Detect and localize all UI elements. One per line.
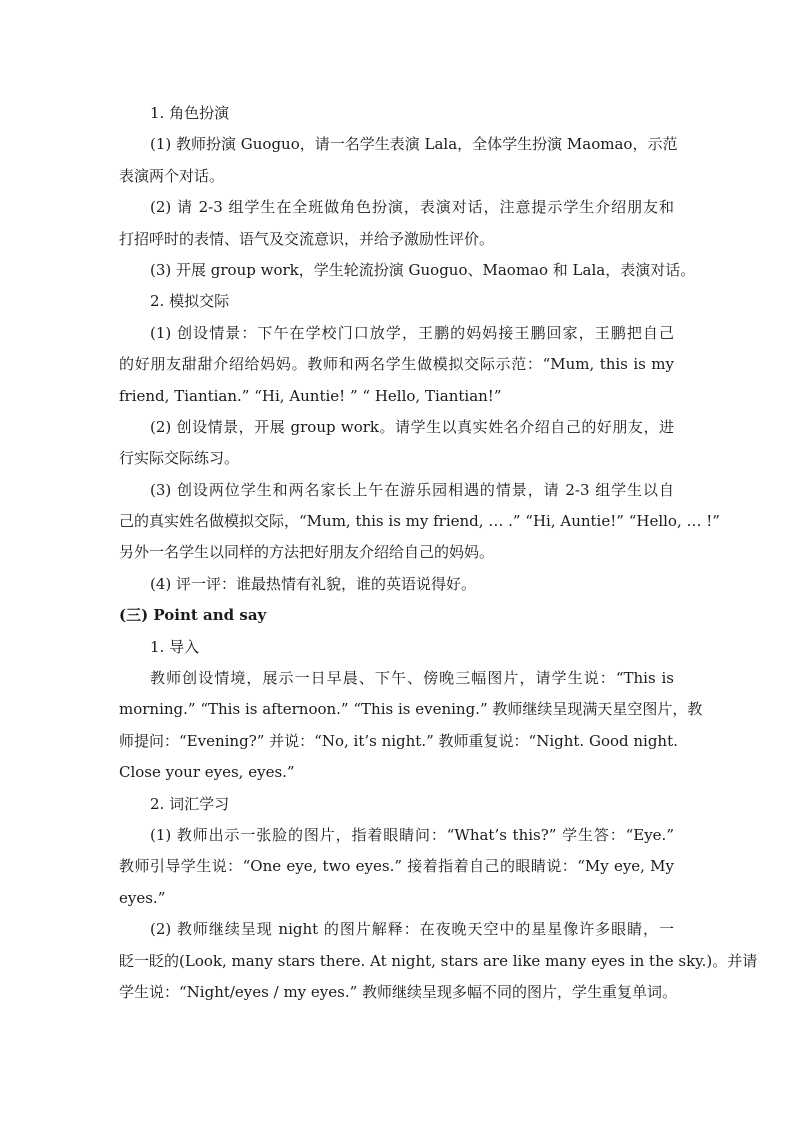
text-line: (1) 教师出示一张脸的图片，指着眼睛问：“What’s this?” 学生答：“Eye.” (150, 825, 674, 844)
text-line: (3) 开展 group work，学生轮流扮演 Guoguo、Maomao 和 Lala，表演对话。 (150, 260, 696, 279)
text-line: (2) 请 2-3 组学生在全班做角色扮演，表演对话，注意提示学生介绍朋友和 (150, 198, 674, 217)
text-line: (3) 创设两位学生和两名家长上午在游乐园相遇的情景，请 2-3 组学生以自 (150, 480, 674, 499)
text-line: 另外一名学生以同样的方法把好朋友介绍给自己的妈妈。 (119, 543, 495, 562)
text-line: Close your eyes, eyes.” (119, 763, 295, 782)
text-line: 打招呼时的表情、语气及交流意识，并给予激励性评价。 (119, 229, 495, 248)
text-line: 2. 词汇学习 (150, 794, 230, 813)
text-line: (1) 创设情景：下午在学校门口放学，王鹏的妈妈接王鹏回家，王鹏把自己 (150, 323, 674, 342)
section-heading: (三) Point and say (119, 606, 267, 625)
text-line: friend, Tiantian.” “Hi, Auntie! ” “ Hello, Tiantian!” (119, 386, 502, 405)
text-line: 的好朋友甜甜介绍给妈妈。教师和两名学生做模拟交际示范：“Mum, this is my (119, 355, 674, 374)
text-line: (2) 教师继续呈现 night 的图片解释：在夜晚天空中的星星像许多眼睛，一 (150, 920, 674, 939)
document-page (119, 98, 758, 1008)
text-line: 2. 模拟交际 (150, 292, 230, 311)
text-line: 1. 导入 (150, 637, 200, 656)
text-line: 教师引导学生说：“One eye, two eyes.” 接着指着自己的眼睛说：“My eye, My (119, 857, 674, 876)
text-line: (2) 创设情景，开展 group work。请学生以真实姓名介绍自己的好朋友，进 (150, 417, 674, 436)
text-line: (4) 评一评：谁最热情有礼貌，谁的英语说得好。 (150, 574, 477, 593)
text-line: (1) 教师扮演 Guoguo，请一名学生表演 Lala，全体学生扮演 Maomao，示范 (150, 135, 678, 154)
text-line: 师提问：“Evening?” 并说：“No, it’s night.” 教师重复说：“Night. Good night. (119, 731, 678, 750)
text-line: 学生说：“Night/eyes / my eyes.” 教师继续呈现多幅不同的图片，学生重复单词。 (119, 982, 678, 1001)
text-line: morning.” “This is afternoon.” “This is evening.” 教师继续呈现满天星空图片，教 (119, 700, 703, 719)
text-line: eyes.” (119, 888, 166, 907)
text-line: 行实际交际练习。 (119, 449, 240, 468)
text-line: 表演两个对话。 (119, 166, 225, 185)
text-line: 眨一眨的(Look, many stars there. At night, stars are like many eyes in the sky.)。并请 (119, 951, 758, 970)
text-line: 1. 角色扮演 (150, 104, 230, 122)
text-line: 教师创设情境，展示一日早晨、下午、傍晚三幅图片，请学生说：“This is (150, 669, 674, 688)
text-line: 己的真实姓名做模拟交际，“Mum, this is my friend, … .” “Hi, Auntie!” “Hello, … !” (119, 512, 720, 531)
